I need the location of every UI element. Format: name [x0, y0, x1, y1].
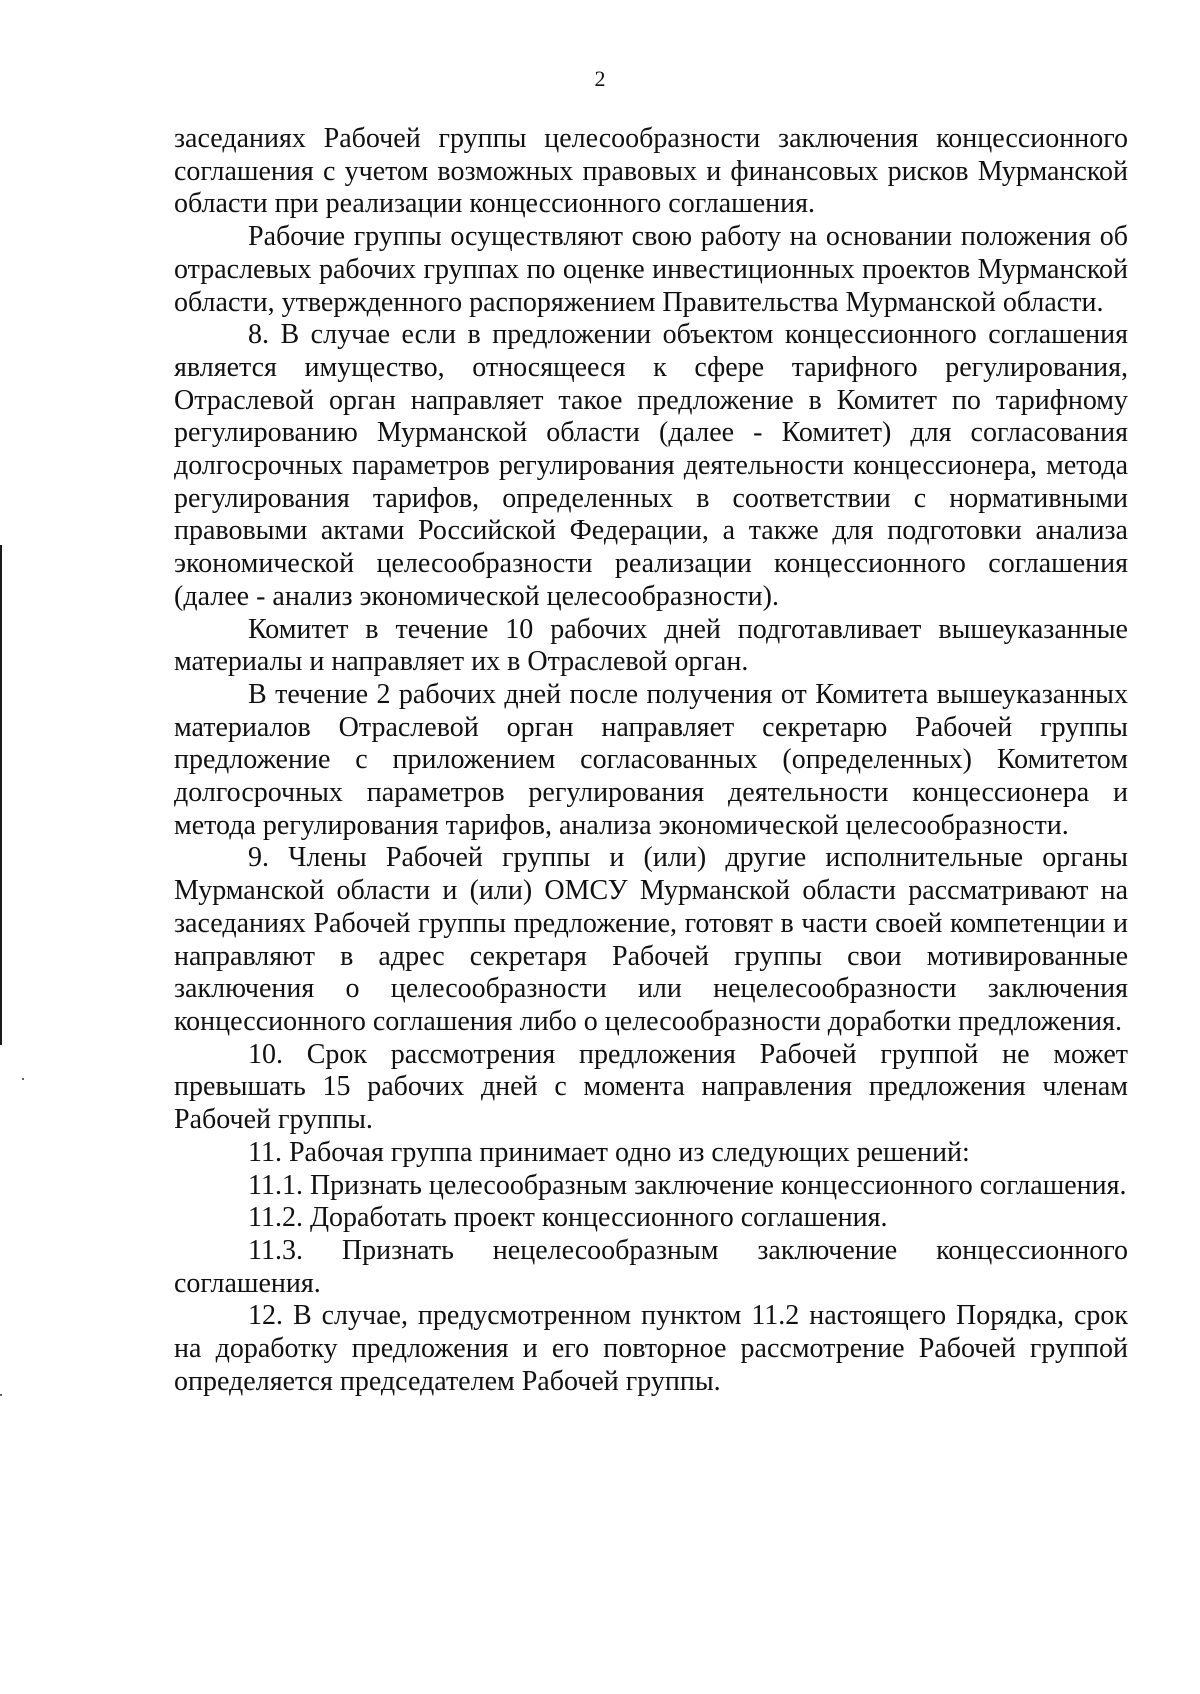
scan-dot — [22, 1078, 24, 1080]
paragraph-item-11-3: 11.3. Признать нецелесообразным заключение концессионного соглашения. — [174, 1234, 1128, 1299]
paragraph: Рабочие группы осуществляют свою работу на основании положения об отраслевых рабочих группах по оценке инвестиционных проектов Мурманской области, утвержденного распоряжением Правительства Мурманской области. — [174, 221, 1128, 318]
paragraph-item-8: 8. В случае если в предложении объектом концессионного соглашения является имущество, относящееся к сфере тарифного регулирования, Отраслевой орган направляет такое предложение в Комитет по тарифному регулированию Мурманской области (далее - Комитет) для согласования долгосрочных параметров регулирования деятельности концессионера, метода регулирования тарифов, определенных в соответствии с нормативными правовыми актами Российской Федерации, а также для подготовки анализа экономической целесообразности реализации концессионного соглашения (далее - анализ экономической целесообразности). — [174, 319, 1128, 612]
page-number: 2 — [594, 66, 606, 91]
paragraph-item-9: 9. Члены Рабочей группы и (или) другие исполнительные органы Мурманской области и (или) ОМСУ Мурманской области рассматривают на заседаниях Рабочей группы предложение, готовят в части своей компетенции и направляют в адрес секретаря Рабочей группы свои мотивированные заключения о целесообразности или нецелесообразности заключения концессионного соглашения либо о целесообразности доработки предложения. — [174, 842, 1128, 1037]
paragraph-item-10: 10. Срок рассмотрения предложения Рабочей группой не может превышать 15 рабочих дней с момента направления предложения членам Рабочей группы. — [174, 1038, 1128, 1136]
paragraph: В течение 2 рабочих дней после получения от Комитета вышеуказанных материалов Отраслевой орган направляет секретарю Рабочей группы предложение с приложением согласованных (определенных) Комитетом долгосрочных параметров регулирования деятельности концессионера и метода регулирования тарифов, анализа экономической целесообразности. — [174, 678, 1128, 841]
paragraph-continuation: заседаниях Рабочей группы целесообразности заключения концессионного соглашения с учетом возможных правовых и финансовых рисков Мурманской области при реализации концессионного соглашения. — [174, 123, 1128, 220]
scan-dot — [0, 1394, 2, 1396]
paragraph-item-11: 11. Рабочая группа принимает одно из следующих решений: — [248, 1136, 970, 1168]
scan-edge-mark — [0, 545, 2, 1045]
paragraph: Комитет в течение 10 рабочих дней подготавливает вышеуказанные материалы и направляет их в Отраслевой орган. — [174, 613, 1128, 678]
document-body — [174, 123, 1128, 1398]
paragraph-item-11-2: 11.2. Доработать проект концессионного соглашения. — [248, 1202, 888, 1234]
paragraph-item-11-1: 11.1. Признать целесообразным заключение концессионного соглашения. — [248, 1169, 1127, 1201]
paragraph-item-12: 12. В случае, предусмотренном пунктом 11.2 настоящего Порядка, срок на доработку предложения и его повторное рассмотрение Рабочей группой определяется председателем Рабочей группы. — [174, 1300, 1128, 1397]
